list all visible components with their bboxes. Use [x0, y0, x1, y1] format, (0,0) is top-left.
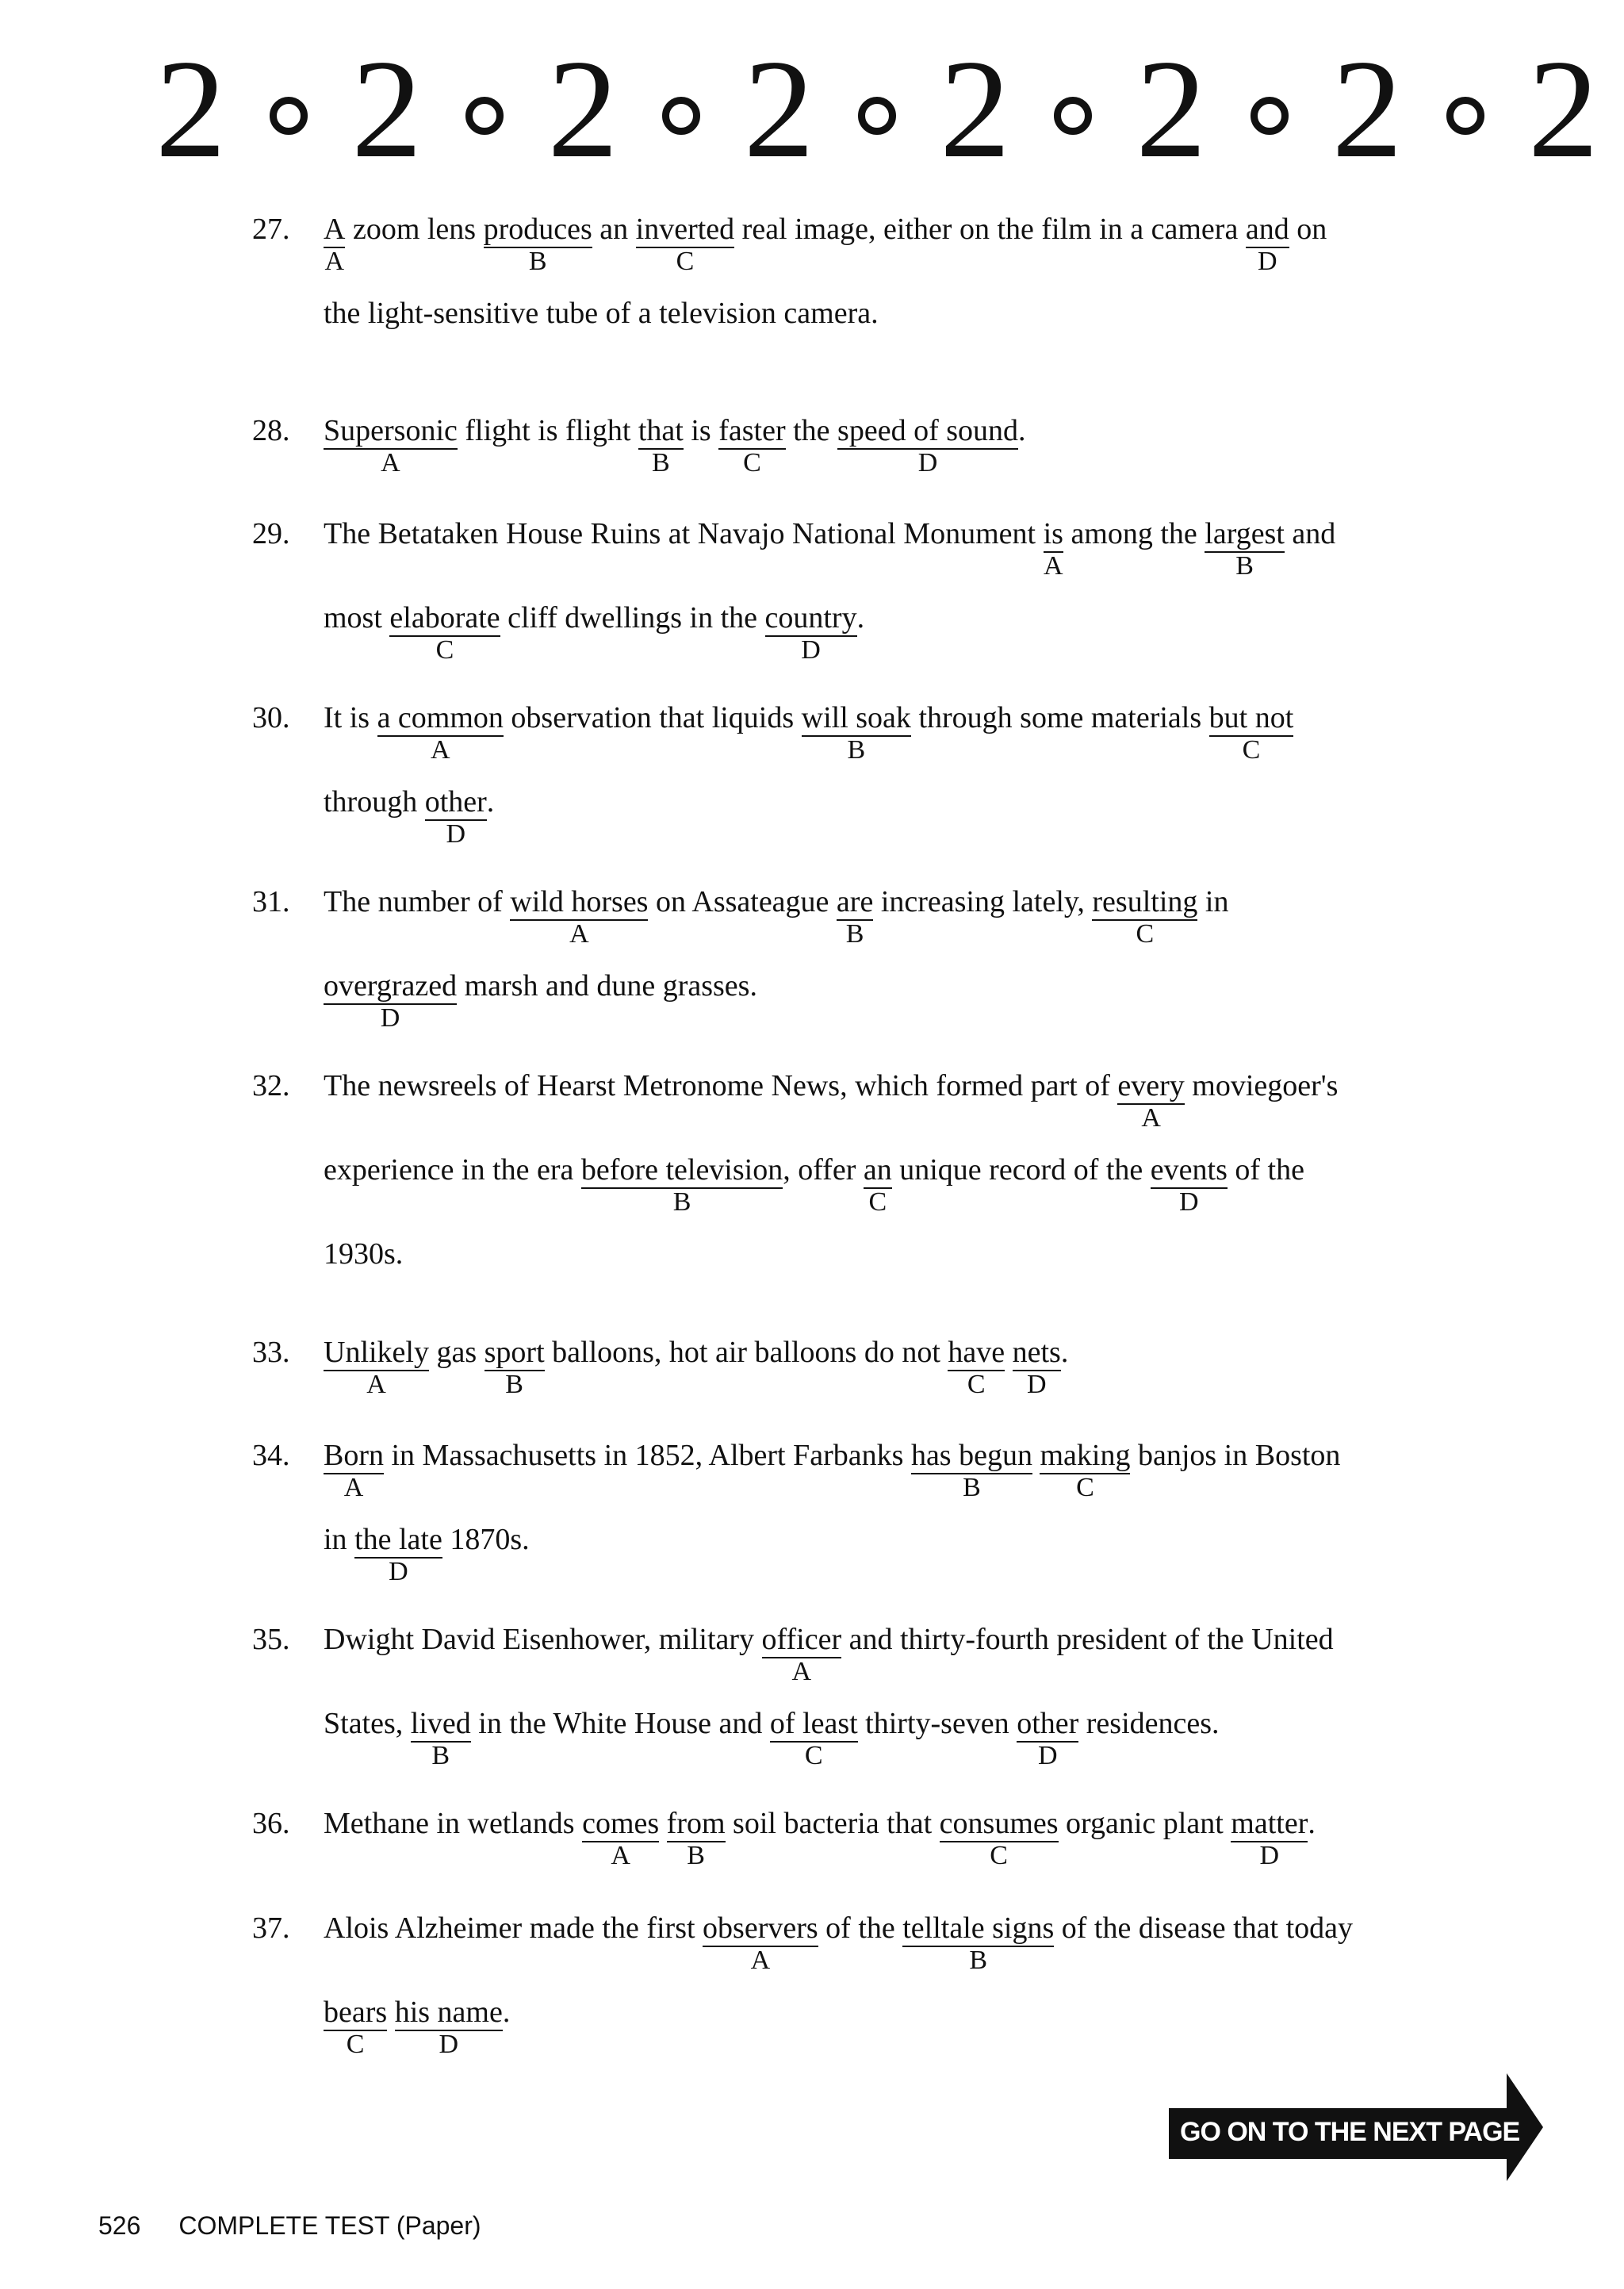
- question-text: of the disease that today: [1054, 1911, 1353, 1945]
- option-letter: C: [804, 1741, 823, 1770]
- underlined-phrase: sport: [484, 1336, 545, 1369]
- banner-digit: 2: [351, 30, 423, 187]
- question-text: is: [683, 414, 719, 447]
- question-text: observation that liquids: [503, 701, 802, 734]
- answer-option-d: [394, 1996, 503, 2059]
- option-letter: A: [569, 919, 589, 949]
- answer-option-d: [424, 785, 487, 849]
- question-text-line: [324, 414, 1026, 477]
- answer-option-a: [324, 414, 458, 477]
- answer-option-d: [1012, 1336, 1061, 1399]
- question-text: in Massachusetts in 1852, Albert Farbanks: [384, 1439, 911, 1472]
- answer-option-d: [1245, 213, 1289, 276]
- question-text: .: [1018, 414, 1026, 447]
- option-letter: B: [963, 1473, 981, 1502]
- answer-option-b: [836, 885, 874, 949]
- underlined-phrase: inverted: [635, 213, 735, 246]
- answer-option-c: [324, 1996, 388, 2059]
- question-text: 1870s.: [442, 1523, 530, 1556]
- answer-option-c: [863, 1153, 892, 1217]
- underlined-phrase: telltale signs: [902, 1911, 1055, 1945]
- option-letter: A: [366, 1370, 386, 1399]
- question-text: [659, 1807, 667, 1840]
- option-letter: C: [676, 247, 695, 276]
- question-number: 34.: [252, 1439, 290, 1472]
- underlined-phrase: from: [666, 1807, 726, 1840]
- question-text: residences.: [1078, 1707, 1220, 1740]
- question-number: 36.: [252, 1807, 290, 1840]
- option-letter: D: [439, 2030, 459, 2059]
- answer-option-d: [354, 1523, 442, 1586]
- underlined-phrase: will soak: [801, 701, 911, 734]
- question-text-line: [324, 517, 1336, 581]
- underlined-phrase: comes: [582, 1807, 660, 1840]
- underlined-phrase: lived: [410, 1707, 471, 1740]
- question-text: , offer: [783, 1153, 864, 1187]
- option-letter: D: [1037, 1741, 1058, 1770]
- option-letter: A: [791, 1657, 812, 1686]
- option-letter: B: [1235, 551, 1254, 581]
- answer-option-c: [635, 213, 735, 276]
- answer-option-a: [324, 1439, 384, 1502]
- banner-digit: 2: [547, 30, 619, 187]
- answer-option-a: [1043, 517, 1063, 581]
- question-text: gas: [428, 1336, 485, 1369]
- banner-digit: 2: [1331, 30, 1403, 187]
- answer-option-a: [377, 701, 504, 765]
- underlined-phrase: bears: [324, 1996, 388, 2029]
- answer-option-b: [902, 1911, 1055, 1975]
- page-number: 526: [98, 2211, 141, 2240]
- answer-option-c: [1092, 885, 1198, 949]
- question-text: of the: [1227, 1153, 1304, 1187]
- question-text: The Betataken House Ruins at Navajo National Monument: [324, 517, 1044, 550]
- option-letter: D: [446, 819, 466, 849]
- question-text-line: [324, 1237, 403, 1271]
- underlined-phrase: the late: [354, 1523, 442, 1556]
- underlined-phrase: and: [1245, 213, 1289, 246]
- next-page-arrow: [1169, 2073, 1554, 2181]
- underlined-phrase: every: [1117, 1069, 1185, 1102]
- option-letter: A: [1141, 1103, 1161, 1133]
- underlined-phrase: an: [863, 1153, 892, 1187]
- question-text: and: [1284, 517, 1336, 550]
- question-text: real image, either on the film in a camera: [734, 213, 1246, 246]
- answer-option-d: [324, 969, 458, 1033]
- question-text: soil bacteria that: [725, 1807, 940, 1840]
- question-text: through: [324, 785, 425, 819]
- question-text-line: [324, 701, 1294, 765]
- question-number: 27.: [252, 213, 290, 246]
- answer-option-b: [638, 414, 684, 477]
- option-letter: B: [672, 1187, 691, 1217]
- option-letter: C: [743, 448, 761, 477]
- option-letter: D: [1259, 1841, 1280, 1870]
- answer-option-a: [703, 1911, 818, 1975]
- question-text: and thirty-fourth president of the United: [841, 1623, 1334, 1656]
- option-letter: A: [750, 1946, 771, 1975]
- question-text: organic plant: [1058, 1807, 1231, 1840]
- question-text: The newsreels of Hearst Metronome News, which formed part of: [324, 1069, 1118, 1102]
- underlined-phrase: Supersonic: [324, 414, 458, 447]
- question-text-line: [324, 297, 879, 330]
- question-text: .: [502, 1996, 511, 2029]
- question-text: .: [856, 601, 865, 635]
- underlined-phrase: of least: [769, 1707, 858, 1740]
- underlined-phrase: country: [764, 601, 857, 635]
- underlined-phrase: other: [1017, 1707, 1079, 1740]
- question-text: States,: [324, 1707, 411, 1740]
- question-text-line: [324, 601, 865, 665]
- question-text-line: [324, 1336, 1069, 1399]
- answer-option-b: [410, 1707, 471, 1770]
- underlined-phrase: nets: [1012, 1336, 1061, 1369]
- option-letter: D: [380, 1003, 400, 1033]
- answer-option-a: [761, 1623, 842, 1686]
- question-text-line: [324, 1153, 1304, 1217]
- option-letter: A: [1043, 551, 1063, 581]
- option-letter: A: [381, 448, 400, 477]
- answer-option-c: [1040, 1439, 1131, 1502]
- underlined-phrase: elaborate: [389, 601, 500, 635]
- option-letter: A: [343, 1473, 364, 1502]
- option-letter: B: [845, 919, 864, 949]
- footer-section-title: COMPLETE TEST (Paper): [178, 2211, 481, 2240]
- question-text: through some materials: [910, 701, 1209, 734]
- answer-option-a: [1117, 1069, 1185, 1133]
- option-letter: B: [687, 1841, 705, 1870]
- answer-option-c: [939, 1807, 1059, 1870]
- question-text: thirty-seven: [857, 1707, 1017, 1740]
- underlined-phrase: officer: [761, 1623, 842, 1656]
- underlined-phrase: events: [1150, 1153, 1228, 1187]
- underlined-phrase: Unlikely: [324, 1336, 429, 1369]
- underlined-phrase: A: [324, 213, 346, 246]
- question-text: moviegoer's: [1184, 1069, 1339, 1102]
- underlined-phrase: observers: [703, 1911, 818, 1945]
- question-text-line: [324, 1439, 1341, 1502]
- option-letter: B: [528, 247, 547, 276]
- question-number: 31.: [252, 885, 290, 918]
- option-letter: C: [435, 635, 454, 665]
- underlined-phrase: are: [836, 885, 874, 918]
- option-letter: A: [430, 735, 450, 765]
- option-letter: C: [967, 1370, 986, 1399]
- question-text: balloons, hot air balloons do not: [544, 1336, 948, 1369]
- question-text: It is: [324, 701, 377, 734]
- question-number: 37.: [252, 1911, 290, 1945]
- underlined-phrase: his name: [394, 1996, 503, 2029]
- question-text: [1005, 1336, 1013, 1369]
- question-text-line: [324, 1911, 1353, 1975]
- answer-option-c: [389, 601, 500, 665]
- question-text-line: [324, 885, 1229, 949]
- underlined-phrase: before television: [580, 1153, 783, 1187]
- question-text: on Assateague: [648, 885, 837, 918]
- banner-digit: 2: [1527, 30, 1599, 187]
- answer-option-d: [1017, 1707, 1079, 1770]
- banner-digit: 2: [940, 30, 1011, 187]
- question-text-line: [324, 1996, 511, 2059]
- option-letter: B: [969, 1946, 988, 1975]
- question-text: in the White House and: [470, 1707, 770, 1740]
- question-number: 30.: [252, 701, 290, 734]
- question-text: .: [1060, 1336, 1069, 1369]
- question-text: [1032, 1439, 1040, 1472]
- question-text: the light-sensitive tube of a television camera.: [324, 297, 879, 330]
- question-text: [387, 1996, 395, 2029]
- answer-option-b: [910, 1439, 1032, 1502]
- answer-option-b: [801, 701, 911, 765]
- answer-option-c: [1208, 701, 1294, 765]
- underlined-phrase: matter: [1231, 1807, 1308, 1840]
- answer-option-b: [484, 1336, 545, 1399]
- underlined-phrase: have: [948, 1336, 1005, 1369]
- answer-option-c: [718, 414, 786, 477]
- question-text-line: [324, 1807, 1316, 1870]
- underlined-phrase: but not: [1208, 701, 1294, 734]
- underlined-phrase: that: [638, 414, 684, 447]
- option-letter: A: [611, 1841, 630, 1870]
- answer-option-b: [483, 213, 592, 276]
- underlined-phrase: Born: [324, 1439, 384, 1472]
- banner-digit: 2: [1136, 30, 1207, 187]
- question-text-line: [324, 785, 495, 849]
- question-text: .: [486, 785, 495, 819]
- option-letter: B: [652, 448, 670, 477]
- option-letter: D: [1257, 247, 1277, 276]
- question-text: unique record of the: [891, 1153, 1151, 1187]
- option-letter: C: [868, 1187, 887, 1217]
- question-text: banjos in Boston: [1130, 1439, 1341, 1472]
- underlined-phrase: overgrazed: [324, 969, 458, 1003]
- question-text: in: [1197, 885, 1229, 918]
- question-text: 1930s.: [324, 1237, 404, 1271]
- question-text-line: [324, 213, 1327, 276]
- question-text: on: [1289, 213, 1327, 246]
- option-letter: C: [346, 2030, 365, 2059]
- question-text-line: [324, 1707, 1220, 1770]
- question-text: .: [1308, 1807, 1316, 1840]
- question-text: an: [592, 213, 636, 246]
- option-letter: D: [1026, 1370, 1047, 1399]
- page-footer: [98, 2211, 481, 2241]
- question-text: the: [785, 414, 838, 447]
- option-letter: D: [389, 1557, 408, 1586]
- underlined-phrase: other: [424, 785, 487, 819]
- option-letter: D: [801, 635, 821, 665]
- question-text: flight is flight: [457, 414, 638, 447]
- answer-option-b: [580, 1153, 783, 1217]
- underlined-phrase: largest: [1205, 517, 1285, 550]
- question-number: 29.: [252, 517, 290, 550]
- question-text-line: [324, 1523, 530, 1586]
- question-text-line: [324, 1623, 1334, 1686]
- question-text: cliff dwellings in the: [500, 601, 765, 635]
- question-number: 28.: [252, 414, 290, 447]
- answer-option-d: [764, 601, 857, 665]
- answer-option-c: [948, 1336, 1005, 1399]
- underlined-phrase: making: [1040, 1439, 1131, 1472]
- answer-option-a: [510, 885, 649, 949]
- question-text: zoom lens: [345, 213, 484, 246]
- option-letter: B: [431, 1741, 450, 1770]
- answer-option-c: [769, 1707, 858, 1770]
- answer-option-a: [324, 213, 346, 276]
- question-text-line: [324, 1069, 1339, 1133]
- question-text: experience in the era: [324, 1153, 581, 1187]
- option-letter: D: [1179, 1187, 1199, 1217]
- question-text: in: [324, 1523, 355, 1556]
- option-letter: C: [1076, 1473, 1094, 1502]
- underlined-phrase: resulting: [1092, 885, 1198, 918]
- answer-option-d: [1150, 1153, 1228, 1217]
- question-text: marsh and dune grasses.: [457, 969, 757, 1003]
- question-number: 33.: [252, 1336, 290, 1369]
- question-number: 32.: [252, 1069, 290, 1102]
- underlined-phrase: is: [1043, 517, 1063, 550]
- question-text: The number of: [324, 885, 511, 918]
- question-text: Alois Alzheimer made the first: [324, 1911, 703, 1945]
- answer-option-a: [582, 1807, 660, 1870]
- question-text: most: [324, 601, 390, 635]
- question-text-line: [324, 969, 757, 1033]
- underlined-phrase: faster: [718, 414, 786, 447]
- question-text: among the: [1063, 517, 1205, 550]
- banner-digit: 2: [155, 30, 226, 187]
- answer-option-d: [837, 414, 1019, 477]
- option-letter: C: [1136, 919, 1155, 949]
- question-text: Dwight David Eisenhower, military: [324, 1623, 762, 1656]
- option-letter: C: [990, 1841, 1008, 1870]
- option-letter: C: [1242, 735, 1261, 765]
- underlined-phrase: wild horses: [510, 885, 649, 918]
- answer-option-b: [666, 1807, 726, 1870]
- banner-digit: 2: [743, 30, 814, 187]
- answer-option-a: [324, 1336, 429, 1399]
- question-text: of the: [818, 1911, 903, 1945]
- option-letter: A: [324, 247, 344, 276]
- question-text: Methane in wetlands: [324, 1807, 583, 1840]
- underlined-phrase: a common: [377, 701, 504, 734]
- underlined-phrase: produces: [483, 213, 592, 246]
- option-letter: B: [505, 1370, 523, 1399]
- option-letter: B: [847, 735, 866, 765]
- answer-option-b: [1205, 517, 1285, 581]
- answer-option-d: [1231, 1807, 1308, 1870]
- underlined-phrase: has begun: [910, 1439, 1032, 1472]
- next-page-label: GO ON TO THE NEXT PAGE: [1180, 2117, 1520, 2147]
- underlined-phrase: speed of sound: [837, 414, 1019, 447]
- option-letter: D: [917, 448, 938, 477]
- underlined-phrase: consumes: [939, 1807, 1059, 1840]
- question-number: 35.: [252, 1623, 290, 1656]
- question-text: increasing lately,: [873, 885, 1093, 918]
